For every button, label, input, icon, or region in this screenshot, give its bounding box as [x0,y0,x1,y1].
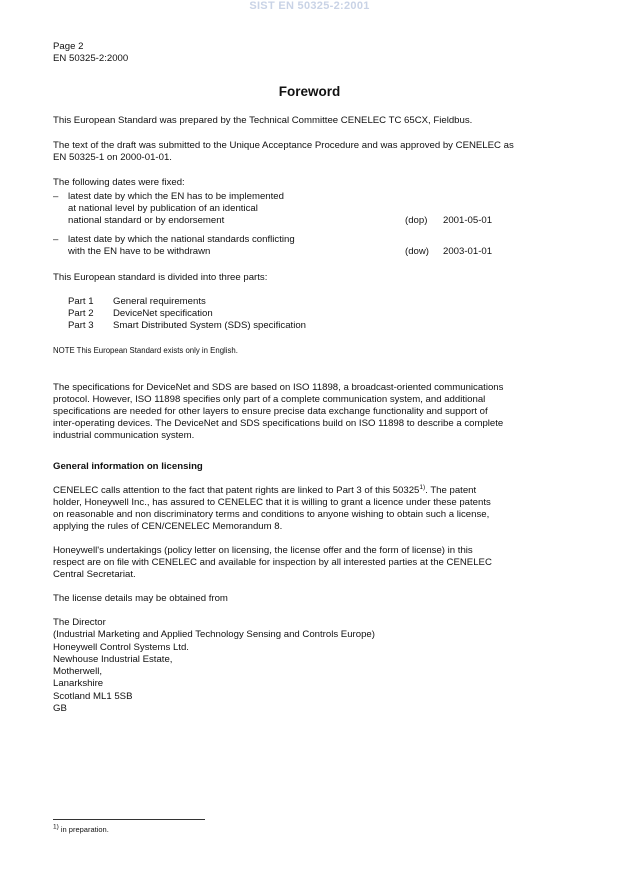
date-label-line: latest date by which the national standards conflicting [68,234,295,245]
part-name: General requirements [113,296,206,307]
paragraph-line: specifications are needed for other layers to ensure precise data exchange functionality and support of [53,406,488,417]
list-bullet: – [53,234,59,245]
date-value: 2001-05-01 [443,215,493,226]
contact-address [53,617,553,715]
approval-paragraph-line: The text of the draft was submitted to the Unique Acceptance Procedure and was approved by CENELEC as [53,140,514,151]
document-id: EN 50325-2:2000 [53,53,129,64]
language-note: NOTE This European Standard exists only in English. [53,346,238,355]
paragraph-line: The specifications for DeviceNet and SDS are based on ISO 11898, a broadcast-oriented communications [53,382,504,393]
paragraph-line: respect are on file with CENELEC and available for inspection by all interested parties at the CENELEC [53,557,492,568]
address-line: (Industrial Marketing and Applied Technology Sensing and Controls Europe) [53,629,375,641]
footnote [53,824,553,836]
date-label-line: with the EN have to be withdrawn [68,246,211,257]
address-line: Honeywell Control Systems Ltd. [53,641,189,653]
part-name: Smart Distributed System (SDS) specification [113,320,306,331]
date-value: 2003-01-01 [443,246,493,257]
paragraph-line: Central Secretariat. [53,569,136,580]
parts-intro: This European standard is divided into three parts: [53,272,268,283]
part-number: Part 2 [68,308,94,319]
intro-paragraph: This European Standard was prepared by the Technical Committee CENELEC TC 65CX, Fieldbus. [53,115,473,126]
license-details-text: The license details may be obtained from [53,593,228,604]
part-number: Part 3 [68,320,94,331]
footnote-reference: 1) [419,483,426,491]
address-line: Motherwell, [53,666,103,678]
address-line: Scotland ML1 5SB [53,690,133,702]
date-code: (dop) [405,215,428,226]
paragraph-text: CENELEC calls attention to the fact that patent rights are linked to Part 3 of this 50325 [53,485,420,496]
paragraph-line: applying the rules of CEN/CENELEC Memorandum 8. [53,521,283,532]
part-number: Part 1 [68,296,94,307]
page-title: Foreword [278,84,341,99]
paragraph-line [53,485,553,497]
paragraph-text: . The patent [425,485,477,496]
address-line: GB [53,703,67,715]
paragraph-line: industrial communication system. [53,430,195,441]
paragraph-line: protocol. However, ISO 11898 specifies only part of a complete communication system, and additional [53,394,486,405]
date-label-line: latest date by which the EN has to be implemented [68,191,284,202]
footnote-text: in preparation. [58,825,109,834]
address-line: Newhouse Industrial Estate, [53,653,173,665]
address-line: The Director [53,617,106,628]
list-bullet: – [53,191,59,202]
paragraph-line: inter-operating devices. The DeviceNet and SDS specifications build on ISO 11898 to describe a complete [53,418,504,429]
licensing-heading: General information on licensing [53,461,203,472]
part-name: DeviceNet specification [113,308,213,319]
document-watermark: SIST EN 50325-2:2001 [249,0,370,12]
footnote-divider [53,819,205,820]
dates-intro: The following dates were fixed: [53,177,185,188]
approval-paragraph-line: EN 50325-1 on 2000-01-01. [53,152,172,163]
date-label-line: national standard or by endorsement [68,215,225,226]
paragraph-line: Honeywell's undertakings (policy letter on licensing, the license offer and the form of license) in this [53,545,473,556]
address-line: Lanarkshire [53,678,104,690]
paragraph-line: holder, Honeywell Inc., has assured to CENELEC that it is willing to grant a licence under these patents [53,497,491,508]
date-code: (dow) [405,246,429,257]
date-label-line: at national level by publication of an identical [68,203,258,214]
footnote-marker: 1) [53,823,59,831]
paragraph-line: on reasonable and non discriminatory terms and conditions to anyone wishing to obtain such a license, [53,509,490,520]
page-number: Page 2 [53,41,84,52]
